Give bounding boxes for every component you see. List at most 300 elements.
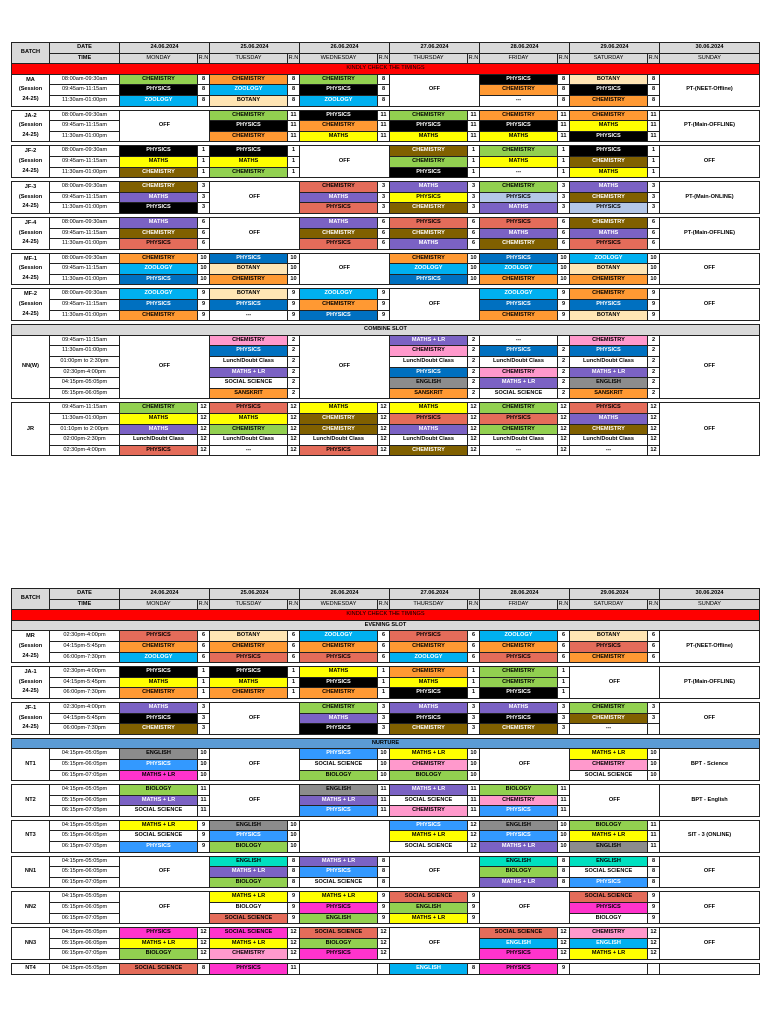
subject-cell: CHEMISTRY <box>390 759 468 770</box>
room-number-cell: 12 <box>648 949 660 960</box>
timing-notice: KINDLY CHECK THE TIMINGS <box>12 610 760 621</box>
subject-cell: PHYSICS <box>570 641 648 652</box>
subject-cell: CHEMISTRY <box>390 641 468 652</box>
subject-cell: MATHS <box>390 424 468 435</box>
subject-cell: PHYSICS <box>390 688 468 699</box>
room-number-cell: 9 <box>378 903 390 914</box>
time-slot: 04:15pm-05:05pm <box>50 928 120 939</box>
subject-cell: MATHS <box>390 702 468 713</box>
batch-name: JF-3 (Session 24-25) <box>12 182 50 214</box>
room-number-cell: 8 <box>558 856 570 867</box>
room-number-cell: 11 <box>558 785 570 796</box>
time-slot: 06:15pm-07:05pm <box>50 806 120 817</box>
schedule-row <box>12 892 760 903</box>
subject-cell: CHEMISTRY <box>390 724 468 735</box>
subject-cell: BOTANY <box>570 310 648 321</box>
subject-cell: CHEMISTRY <box>210 641 288 652</box>
date-cell: 29.06.2024 <box>570 43 660 54</box>
time-slot: 09:45am-11:15am <box>50 403 120 414</box>
schedule-row <box>12 310 760 321</box>
batch-name: NN2 <box>12 892 50 924</box>
room-number-cell: 8 <box>198 85 210 96</box>
room-number-cell: 1 <box>648 146 660 157</box>
sunday-cell: PT-(Main-OFFLINE) <box>660 217 760 249</box>
room-number-cell: 9 <box>378 310 390 321</box>
room-number-cell: 10 <box>468 749 480 760</box>
room-number-cell: 1 <box>198 688 210 699</box>
room-number-cell: 3 <box>558 702 570 713</box>
schedule-row <box>12 228 760 239</box>
subject-cell: PHYSICS <box>480 74 558 85</box>
room-number-cell: 2 <box>648 378 660 389</box>
room-number-cell: 10 <box>648 759 660 770</box>
subject-cell: CHEMISTRY <box>300 641 378 652</box>
schedule-row <box>12 445 760 456</box>
room-number-cell: 10 <box>558 274 570 285</box>
room-number-cell: 8 <box>468 964 480 975</box>
room-number-cell: 8 <box>288 95 300 106</box>
subject-cell: Lunch/Doubt Class <box>210 435 288 446</box>
room-number-cell: 1 <box>198 667 210 678</box>
evening-timetable <box>11 588 749 978</box>
room-number-cell: 2 <box>468 357 480 368</box>
room-number-cell: 6 <box>648 641 660 652</box>
subject-cell: ENGLISH <box>570 842 648 853</box>
subject-cell: BOTANY <box>570 74 648 85</box>
room-number-cell: 12 <box>378 435 390 446</box>
sunday-cell: OFF <box>660 702 760 734</box>
room-number-cell: 6 <box>648 652 660 663</box>
room-number-cell: 3 <box>468 203 480 214</box>
time-slot: 06:00pm-7:30pm <box>50 652 120 663</box>
room-number-cell: 6 <box>378 228 390 239</box>
schedule-row <box>12 414 760 425</box>
subject-cell: --- <box>480 95 558 106</box>
time-header: TIME <box>50 599 120 610</box>
room-number-cell: 10 <box>648 264 660 275</box>
time-slot: 09:45am-11:15am <box>50 156 120 167</box>
schedule-row <box>12 785 760 796</box>
subject-cell: PHYSICS <box>480 831 558 842</box>
time-slot: 06:00pm-7:30pm <box>50 688 120 699</box>
subject-cell: PHYSICS <box>300 239 378 250</box>
subject-cell: MATHS + LR <box>390 335 468 346</box>
day-off-cell: OFF <box>120 892 210 924</box>
subject-cell: PHYSICS <box>480 949 558 960</box>
room-number-cell: 2 <box>288 346 300 357</box>
subject-cell: CHEMISTRY <box>480 85 558 96</box>
room-number-cell: 12 <box>378 414 390 425</box>
subject-cell: MATHS + LR <box>300 795 378 806</box>
subject-cell: Lunch/Doubt Class <box>390 357 468 368</box>
subject-cell: CHEMISTRY <box>120 724 198 735</box>
subject-cell: MATHS <box>300 403 378 414</box>
room-number-header: R.N <box>288 599 300 610</box>
subject-cell: --- <box>480 335 558 346</box>
room-number-cell: 2 <box>558 388 570 399</box>
subject-cell: MATHS <box>120 192 198 203</box>
subject-cell: CHEMISTRY <box>480 110 558 121</box>
room-number-cell: 1 <box>378 677 390 688</box>
subject-cell: BOTANY <box>210 289 288 300</box>
time-slot: 04:15pm-5:45pm <box>50 713 120 724</box>
evening-slot-title-row <box>12 620 760 631</box>
subject-cell: PHYSICS <box>480 414 558 425</box>
day-off-cell: OFF <box>570 667 660 699</box>
subject-cell: --- <box>210 445 288 456</box>
subject-cell: MATHS <box>390 131 468 142</box>
subject-cell: Lunch/Doubt Class <box>570 357 648 368</box>
room-number-cell: 9 <box>468 913 480 924</box>
room-number-cell: 3 <box>198 724 210 735</box>
room-number-cell: 3 <box>648 192 660 203</box>
room-number-cell: 9 <box>288 289 300 300</box>
room-number-cell: 6 <box>648 239 660 250</box>
subject-cell: MATHS + LR <box>300 856 378 867</box>
room-number-cell: 2 <box>648 388 660 399</box>
subject-cell: MATHS + LR <box>480 842 558 853</box>
room-number-cell: 1 <box>288 146 300 157</box>
day-off-cell: OFF <box>210 785 300 817</box>
day-off-cell: OFF <box>300 146 390 178</box>
time-slot: 05:15pm-06:05pm <box>50 795 120 806</box>
room-number-cell: 9 <box>198 831 210 842</box>
schedule-row <box>12 949 760 960</box>
room-number-cell: 12 <box>468 820 480 831</box>
room-number-cell: 2 <box>288 335 300 346</box>
room-number-cell: 8 <box>378 877 390 888</box>
subject-cell: CHEMISTRY <box>570 289 648 300</box>
day-off-cell: OFF <box>210 702 300 734</box>
subject-cell: SOCIAL SCIENCE <box>300 877 378 888</box>
room-number-cell: 10 <box>378 759 390 770</box>
subject-cell: SOCIAL SCIENCE <box>480 388 558 399</box>
time-slot: 08:00am-09:30am <box>50 289 120 300</box>
subject-cell: PHYSICS <box>300 110 378 121</box>
sunday-cell: OFF <box>660 892 760 924</box>
subject-cell: BIOLOGY <box>570 913 648 924</box>
subject-cell: PHYSICS <box>210 300 288 311</box>
room-number-cell: 3 <box>468 182 480 193</box>
subject-cell: CHEMISTRY <box>390 228 468 239</box>
batch-name: MF-1 (Session 24-25) <box>12 253 50 285</box>
room-number-cell: 3 <box>378 702 390 713</box>
time-slot: 08:00am-09:30am <box>50 110 120 121</box>
room-number-cell: 2 <box>288 378 300 389</box>
subject-cell: CHEMISTRY <box>120 310 198 321</box>
batch-name: JF-4 (Session 24-25) <box>12 217 50 249</box>
subject-cell: CHEMISTRY <box>300 300 378 311</box>
subject-cell: CHEMISTRY <box>300 121 378 132</box>
room-number-cell: 3 <box>648 702 660 713</box>
subject-cell: ZOOLOGY <box>480 631 558 642</box>
subject-cell: CHEMISTRY <box>570 110 648 121</box>
subject-cell: CHEMISTRY <box>120 641 198 652</box>
room-number-header: R.N <box>378 53 390 64</box>
room-number-cell: 10 <box>558 253 570 264</box>
room-number-cell: 2 <box>288 357 300 368</box>
subject-cell: CHEMISTRY <box>300 424 378 435</box>
subject-cell: CHEMISTRY <box>210 688 288 699</box>
room-number-cell: 12 <box>288 949 300 960</box>
room-number-cell: 10 <box>288 253 300 264</box>
room-number-cell: 8 <box>288 867 300 878</box>
subject-cell: ZOOLOGY <box>210 85 288 96</box>
room-number-cell: 8 <box>378 74 390 85</box>
subject-cell: BIOLOGY <box>390 770 468 781</box>
subject-cell: CHEMISTRY <box>480 274 558 285</box>
room-number-cell: 6 <box>648 217 660 228</box>
day-off-cell: OFF <box>210 749 300 781</box>
subject-cell: CHEMISTRY <box>480 310 558 321</box>
subject-cell: MATHS + LR <box>570 749 648 760</box>
room-number-cell: 11 <box>558 806 570 817</box>
room-number-cell: 12 <box>198 403 210 414</box>
room-number-cell: 6 <box>558 641 570 652</box>
room-number-cell: 8 <box>648 877 660 888</box>
date-cell: 25.06.2024 <box>210 43 300 54</box>
room-number-cell: 12 <box>648 424 660 435</box>
room-number-cell: 12 <box>468 414 480 425</box>
subject-cell: BOTANY <box>210 264 288 275</box>
morning-timetable <box>11 42 749 459</box>
sunday-cell: OFF <box>660 856 760 888</box>
date-cell: 30.06.2024 <box>660 589 760 600</box>
spacer-row <box>12 974 760 978</box>
subject-cell: CHEMISTRY <box>570 192 648 203</box>
day-off-cell: OFF <box>210 217 300 249</box>
subject-cell: PHYSICS <box>570 146 648 157</box>
subject-cell: PHYSICS <box>480 652 558 663</box>
schedule-row <box>12 146 760 157</box>
time-slot: 04:15pm-05:05pm <box>50 820 120 831</box>
time-slot: 11:30am-01:00pm <box>50 203 120 214</box>
room-number-cell <box>378 964 390 975</box>
time-slot: 08:00am-09:30am <box>50 182 120 193</box>
day-cell: THURSDAY <box>390 599 468 610</box>
day-cell: SATURDAY <box>570 599 648 610</box>
room-number-cell: 3 <box>378 203 390 214</box>
room-number-cell: 8 <box>288 85 300 96</box>
room-number-cell: 12 <box>378 938 390 949</box>
room-number-cell: 1 <box>288 677 300 688</box>
evening-slot-title: EVENING SLOT <box>12 620 760 631</box>
room-number-cell: 6 <box>198 239 210 250</box>
subject-cell: PHYSICS <box>570 903 648 914</box>
time-slot: 09:45am-11:15am <box>50 85 120 96</box>
subject-cell: BIOLOGY <box>210 877 288 888</box>
room-number-cell: 12 <box>198 445 210 456</box>
room-number-cell: 11 <box>648 121 660 132</box>
subject-cell: PHYSICS <box>120 445 198 456</box>
subject-cell: MATHS + LR <box>120 770 198 781</box>
room-number-cell: 11 <box>648 820 660 831</box>
subject-cell: ZOOLOGY <box>120 95 198 106</box>
room-number-cell: 11 <box>558 121 570 132</box>
room-number-cell: 10 <box>468 264 480 275</box>
room-number-cell: 10 <box>558 842 570 853</box>
subject-cell: PHYSICS <box>390 217 468 228</box>
batch-name: MR (Session 24-25) <box>12 631 50 663</box>
room-number-cell: 6 <box>378 631 390 642</box>
subject-cell: PHYSICS <box>390 631 468 642</box>
day-off-cell: OFF <box>390 856 480 888</box>
schedule-row <box>12 667 760 678</box>
subject-cell: CHEMISTRY <box>210 110 288 121</box>
day-off-cell: OFF <box>210 182 300 214</box>
room-number-cell: 2 <box>558 378 570 389</box>
subject-cell: ENGLISH <box>210 856 288 867</box>
subject-cell: BIOLOGY <box>120 949 198 960</box>
subject-cell: CHEMISTRY <box>210 335 288 346</box>
subject-cell: CHEMISTRY <box>480 667 558 678</box>
subject-cell: ENGLISH <box>390 378 468 389</box>
room-number-cell: 3 <box>198 713 210 724</box>
sunday-cell: BPT - English <box>660 785 760 817</box>
subject-cell: PHYSICS <box>390 414 468 425</box>
room-number-cell: 12 <box>288 938 300 949</box>
day-cell: SUNDAY <box>660 53 760 64</box>
time-slot: 11:30am-01:00pm <box>50 346 120 357</box>
schedule-row <box>12 724 760 735</box>
room-number-cell: 11 <box>558 110 570 121</box>
time-slot: 11:30am-01:00pm <box>50 131 120 142</box>
spacer <box>12 456 760 460</box>
subject-cell: CHEMISTRY <box>300 414 378 425</box>
room-number-cell: 12 <box>558 435 570 446</box>
subject-cell: ENGLISH <box>390 964 468 975</box>
room-number-cell: 2 <box>648 335 660 346</box>
room-number-cell: 1 <box>378 688 390 699</box>
room-number-cell: 12 <box>648 445 660 456</box>
subject-cell: PHYSICS <box>210 652 288 663</box>
room-number-cell: 12 <box>648 414 660 425</box>
subject-cell: PHYSICS <box>570 300 648 311</box>
room-number-cell: 10 <box>198 759 210 770</box>
room-number-cell: 9 <box>198 842 210 853</box>
time-slot: 05:15pm-06:05pm <box>50 759 120 770</box>
room-number-cell: 9 <box>288 310 300 321</box>
room-number-cell: 3 <box>378 182 390 193</box>
subject-cell: CHEMISTRY <box>480 795 558 806</box>
room-number-cell: 12 <box>198 938 210 949</box>
subject-cell: PHYSICS <box>390 167 468 178</box>
room-number-cell: 1 <box>558 688 570 699</box>
subject-cell: PHYSICS <box>300 85 378 96</box>
room-number-cell: 11 <box>378 131 390 142</box>
subject-cell: MATHS <box>300 217 378 228</box>
subject-cell: MATHS <box>120 677 198 688</box>
room-number-cell: 11 <box>468 121 480 132</box>
room-number-header: R.N <box>558 599 570 610</box>
subject-cell: BOTANY <box>210 631 288 642</box>
room-number-cell: 9 <box>378 913 390 924</box>
subject-cell: CHEMISTRY <box>300 702 378 713</box>
room-number-cell: 3 <box>198 203 210 214</box>
room-number-cell: 6 <box>198 631 210 642</box>
room-number-cell: 6 <box>648 228 660 239</box>
room-number-cell: 6 <box>378 239 390 250</box>
room-number-cell: 1 <box>288 167 300 178</box>
room-number-cell: 3 <box>198 192 210 203</box>
subject-cell: ZOOLOGY <box>480 289 558 300</box>
subject-cell: Lunch/Doubt Class <box>480 357 558 368</box>
room-number-cell: 9 <box>378 300 390 311</box>
subject-cell: PHYSICS <box>390 121 468 132</box>
schedule-row <box>12 403 760 414</box>
time-slot: 06:15pm-07:05pm <box>50 877 120 888</box>
room-number-cell: 6 <box>558 652 570 663</box>
room-number-cell: 3 <box>648 203 660 214</box>
subject-cell: PHYSICS <box>120 203 198 214</box>
subject-cell: PHYSICS <box>120 667 198 678</box>
schedule-row <box>12 759 760 770</box>
room-number-cell: 3 <box>558 713 570 724</box>
sunday-cell: PT-(Main-ONLINE) <box>660 182 760 214</box>
time-slot: 09:45am-11:15am <box>50 300 120 311</box>
subject-cell: CHEMISTRY <box>570 156 648 167</box>
time-slot: 04:15pm-5:45pm <box>50 677 120 688</box>
room-number-cell: 2 <box>648 367 660 378</box>
time-slot: 04:15pm-05:05pm <box>50 378 120 389</box>
room-number-header: R.N <box>198 53 210 64</box>
time-slot: 02:00pm-2:30pm <box>50 435 120 446</box>
batch-name: JA-1 (Session 24-25) <box>12 667 50 699</box>
subject-cell: CHEMISTRY <box>480 724 558 735</box>
room-number-cell: 9 <box>288 913 300 924</box>
room-number-cell: 1 <box>198 146 210 157</box>
date-cell: 30.06.2024 <box>660 43 760 54</box>
room-number-cell: 11 <box>378 110 390 121</box>
room-number-cell: 9 <box>198 289 210 300</box>
sunday-cell <box>660 964 760 975</box>
room-number-cell: 3 <box>198 182 210 193</box>
room-number-cell: 11 <box>558 795 570 806</box>
subject-cell: SOCIAL SCIENCE <box>210 378 288 389</box>
room-number-cell: 12 <box>468 831 480 842</box>
day-cell: WEDNESDAY <box>300 599 378 610</box>
room-number-cell: 3 <box>648 182 660 193</box>
subject-cell: ENGLISH <box>570 856 648 867</box>
time-slot: 09:45am-11:15am <box>50 192 120 203</box>
subject-cell: MATHS + LR <box>570 367 648 378</box>
subject-cell: MATHS <box>120 702 198 713</box>
room-number-cell: 1 <box>558 167 570 178</box>
subject-cell: CHEMISTRY <box>390 806 468 817</box>
subject-cell: PHYSICS <box>570 131 648 142</box>
sunday-cell: PT-(Main-OFFLINE) <box>660 667 760 699</box>
room-number-header: R.N <box>648 599 660 610</box>
subject-cell: MATHS <box>120 156 198 167</box>
room-number-cell: 6 <box>378 217 390 228</box>
day-off-cell: OFF <box>390 289 480 321</box>
room-number-cell: 11 <box>378 795 390 806</box>
room-number-cell: 12 <box>558 928 570 939</box>
subject-cell: PHYSICS <box>480 192 558 203</box>
header-row-dates <box>12 589 760 600</box>
subject-cell: SOCIAL SCIENCE <box>570 770 648 781</box>
room-number-cell: 8 <box>558 877 570 888</box>
time-slot: 08:00am-09:30am <box>50 146 120 157</box>
room-number-header: R.N <box>378 599 390 610</box>
subject-cell: PHYSICS <box>570 239 648 250</box>
subject-cell: ENGLISH <box>480 856 558 867</box>
room-number-cell: 11 <box>468 806 480 817</box>
room-number-cell: 6 <box>378 652 390 663</box>
subject-cell: MATHS + LR <box>480 877 558 888</box>
subject-cell: MATHS + LR <box>480 378 558 389</box>
subject-cell: MATHS <box>480 702 558 713</box>
